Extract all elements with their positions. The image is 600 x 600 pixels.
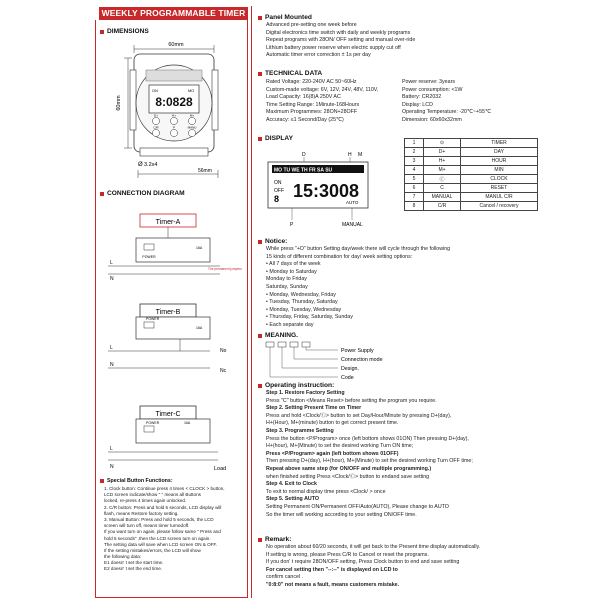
notice-text: [266, 246, 450, 330]
table-cell: DAY: [461, 148, 538, 157]
svg-text:16A: 16A: [184, 421, 191, 425]
table-cell: D+: [424, 148, 461, 157]
meaning-diagram: [262, 340, 432, 382]
text-line: • Monday, Wednesday, Friday: [266, 291, 336, 298]
bullet-square-icon: [258, 72, 262, 76]
text-line: No operation about 60/20 seconds, it will get back to the Present time display automatically.: [266, 544, 481, 550]
page-title: WEEKLY PROGRAMMABLE TIMER: [99, 7, 248, 20]
table-cell: MANUAL: [424, 193, 461, 202]
text-line: If setting is wrong, please Press C/R to Cancel or reset the programs.: [266, 551, 429, 558]
text-line: Press the button <P/Program> once (left bottom shows 01ON) Then pressing D+(day),: [266, 435, 469, 442]
svg-text:L: L: [110, 345, 113, 351]
svg-text:N: N: [110, 362, 114, 368]
text-line: If you want turn on again, please follow same " Press and: [104, 529, 221, 535]
display-drawing: [262, 142, 402, 232]
panel-features-text: [266, 22, 415, 60]
table-cell: C: [424, 184, 461, 193]
device-button: [152, 129, 159, 136]
text-line: • Monday, Tuesday, Wednesday: [266, 306, 342, 313]
table-cell: TIMER: [461, 139, 538, 148]
bullet-square-icon: [100, 30, 104, 34]
special-heading: Special Button Functions:: [100, 478, 173, 484]
device-button-label: M+: [189, 113, 195, 118]
svg-text:Load: Load: [214, 466, 227, 472]
table-row: [405, 193, 538, 202]
device-button: [170, 117, 177, 124]
text-line: Dimension: 60x60x32mm: [402, 116, 462, 123]
table-cell: 6: [405, 184, 424, 193]
text-line: E2 doesn' t set the end time.: [104, 566, 163, 572]
text-line: Step 1. Restore Factory Setting: [266, 390, 345, 396]
bullet-square-icon: [258, 16, 262, 20]
timer-a-title: Timer-A: [155, 219, 181, 226]
text-line: For cancel setting then "--:--" is displayed on LCD to: [266, 566, 398, 573]
technical-col1: [266, 79, 378, 125]
display-key-table: [404, 138, 538, 211]
text-line: While press "+D" button Setting day/week there will cycle through the following: [266, 246, 451, 252]
text-line: • Each separate day: [266, 321, 314, 328]
svg-text:L: L: [110, 260, 113, 266]
svg-text:Connection mode: Connection mode: [341, 357, 383, 363]
table-row: [405, 175, 538, 184]
text-line: flash, means Restore factory setting.: [104, 510, 179, 516]
svg-text:16A: 16A: [196, 246, 203, 250]
bullet-square-icon: [258, 384, 262, 388]
table-cell: M+: [424, 166, 461, 175]
timer-b-title: Timer-B: [155, 309, 181, 316]
svg-text:ON: ON: [274, 180, 282, 186]
table-cell: HOUR: [461, 157, 538, 166]
text-line: Display: LCD: [402, 101, 433, 108]
text-line: So the timer will working according to your setting ON/OFF time.: [266, 511, 417, 518]
text-line: Battery: CR2032: [402, 94, 442, 101]
text-line: Step 4. Exit to Clock: [266, 481, 317, 488]
text-line: 15 kinds of different combination for day/ week setting options:: [266, 253, 413, 260]
timer-a-diagram: [100, 200, 246, 280]
table-cell: MIN: [461, 166, 538, 175]
table-cell: 4: [405, 166, 424, 175]
text-line: Custom-made voltage: 6V, 12V, 24V, 48V, 110V,: [266, 86, 379, 93]
table-row: [405, 166, 538, 175]
table-cell: 1: [405, 139, 424, 148]
display-lcd-time: 15:3008: [292, 181, 360, 201]
remark-heading: Remark:: [258, 536, 291, 543]
text-line: • Tuesday, Thursday, Saturday: [266, 299, 338, 306]
text-line: Step 3. Programme Setting: [266, 427, 334, 434]
svg-text:POWER: POWER: [146, 317, 160, 321]
bottom-width-label: 56mm: [198, 168, 212, 174]
special-functions-text: [104, 486, 225, 573]
svg-text:OFF: OFF: [274, 188, 284, 194]
technical-col2: [402, 79, 491, 125]
bullet-square-icon: [100, 479, 104, 483]
text-line: Repeat programs with 28ON/ OFF setting and manual over-ride: [266, 37, 416, 44]
column-divider: [251, 6, 252, 598]
text-line: Digital electronics time switch with daily and weekly programs: [266, 29, 411, 36]
text-line: Rated Voltage: 220-240V AC 50~60Hz: [266, 79, 357, 85]
text-line: hold 5 seconds" ,then the LCD screen turn on again.: [104, 535, 211, 541]
table-cell: MANUL C/R: [461, 193, 538, 202]
lcd-time: 8:0828: [155, 95, 193, 109]
width-label: 60mm: [168, 42, 184, 48]
text-line: confirm cancel .: [266, 574, 304, 581]
table-row: [405, 139, 538, 148]
bullet-square-icon: [100, 192, 104, 196]
device-button: [188, 117, 195, 124]
table-row: [405, 202, 538, 211]
text-line: To exit to normal display time press <Clock/ > once: [266, 488, 386, 495]
table-cell: 5: [405, 175, 424, 184]
text-line: Load Capacity: 16(8)A 250V AC: [266, 94, 341, 101]
text-line: Power reserve: 3years: [402, 79, 455, 85]
svg-text:MANUAL: MANUAL: [342, 222, 363, 228]
table-cell: 3: [405, 157, 424, 166]
text-line: the following data:: [104, 554, 142, 560]
text-line: Power consumption: <1W: [402, 86, 463, 93]
display-heading: DISPLAY: [258, 135, 293, 142]
device-button: [170, 129, 177, 136]
timer-c-title: Timer-C: [155, 411, 181, 418]
dimensions-drawing: [100, 36, 246, 186]
panel-heading: Panel Mounted: [258, 14, 312, 21]
table-row: [405, 157, 538, 166]
table-cell: Cancel / recovery: [461, 202, 538, 211]
text-line: Automatic timer error correction ± 1s per day: [266, 52, 371, 59]
text-line: • Thursday, Friday, Saturday, Sunday: [266, 314, 353, 321]
svg-text:POWER: POWER: [142, 255, 156, 259]
height-label: 60mm: [116, 95, 122, 111]
text-line: Saturday, Sunday: [266, 283, 308, 290]
svg-text:POWER: POWER: [146, 421, 160, 425]
svg-text:8: 8: [274, 194, 280, 204]
remark-text: [266, 544, 480, 590]
table-cell: Ⓒ: [424, 175, 461, 184]
device-button-label: H+: [172, 113, 176, 118]
svg-text:AUTO: AUTO: [346, 200, 359, 205]
bullet-square-icon: [258, 538, 262, 542]
text-line: E1 doesn' t set the start time.: [104, 560, 164, 566]
table-cell: H+: [424, 157, 461, 166]
text-line: when finished setting Press <Clock/Ⓒ> button to endand save setting: [266, 473, 430, 480]
dimensions-heading: DIMENSIONS: [100, 28, 149, 35]
text-line: Monday to Friday: [266, 276, 307, 283]
operating-text: [266, 390, 473, 519]
text-line: "0:8:0" not means a fault, means customers mistake.: [266, 581, 400, 588]
svg-text:No: No: [220, 348, 227, 354]
jumper-note: The permanent jumpers: [208, 267, 242, 271]
svg-text:Design.: Design.: [341, 366, 359, 372]
bullet-square-icon: [258, 240, 262, 244]
text-line: H+(hour), M+(Minute) to set the desired working Turn ON time;: [266, 443, 414, 450]
svg-text:Nc: Nc: [220, 368, 227, 374]
text-line: If you don' t require 28ON/OFF setting, Press Clock button to end and save setting: [266, 559, 460, 566]
text-line: Setting Permanent ON/Permanent OFF/Auto(AUTO), Please change to AUTO: [266, 503, 449, 510]
text-line: LCD screen indicate/show " " means all Buttons: [104, 492, 201, 498]
svg-text:H: H: [348, 152, 352, 158]
text-line: Maximum Programmes: 28ON+28OFF: [266, 109, 358, 116]
lcd-day: MO: [188, 89, 195, 93]
text-line: screen will turn off, means timer turnedoff.: [104, 523, 190, 529]
text-line: H+(Hour), M+(minute) button to get correct present time.: [266, 420, 399, 427]
svg-text:P: P: [290, 222, 294, 228]
device-button-label: D+: [154, 113, 158, 118]
text-line: Press <P/Program> again (left bottom shows 01OFF): [266, 450, 399, 457]
text-line: 3. Manual Button: Press and hold 5 seconds, the LCD: [104, 516, 214, 522]
text-line: The setting data will save when LCD screen ON & OFF.: [104, 541, 218, 547]
svg-text:N: N: [110, 276, 114, 280]
table-cell: 7: [405, 193, 424, 202]
device-button-label: C/R: [153, 125, 159, 130]
table-cell: 8: [405, 202, 424, 211]
table-row: [405, 148, 538, 157]
table-row: [405, 184, 538, 193]
device-button-label: P: [172, 125, 176, 130]
svg-text:Power Supply: Power Supply: [341, 348, 374, 354]
connection-heading: CONNECTION DIAGRAM: [100, 190, 185, 197]
svg-text:16A: 16A: [196, 326, 203, 330]
text-line: Then pressing D+(day), H+(hour), M+(Minute) to set the desired working Turn OFF time;: [266, 458, 473, 465]
table-cell: CLOCK: [461, 175, 538, 184]
text-line: 1. Clock button: Continue press 4 times < CLOCK > button,: [104, 486, 225, 491]
table-cell: RESET: [461, 184, 538, 193]
meaning-heading: MEANING.: [258, 332, 298, 339]
technical-heading: TECHNICAL DATA: [258, 70, 322, 77]
text-line: Time Setting Range: 1Minute-168Hours: [266, 101, 360, 108]
operating-heading: Operating instruction:: [258, 382, 334, 389]
text-line: Step 2. Setting Present Time on Timer: [266, 405, 362, 412]
table-cell: 2: [405, 148, 424, 157]
svg-text:Code: Code: [341, 375, 354, 381]
svg-text:D: D: [302, 152, 306, 158]
timer-c-diagram: [100, 400, 246, 472]
text-line: Press and hold <Clock/Ⓒ> button to set Day/Hour/Minute by pressing D+(day),: [266, 412, 452, 419]
lcd-mark: ON: [152, 89, 158, 93]
table-cell: C/R: [424, 202, 461, 211]
device-button: [188, 129, 195, 136]
text-line: If the setting mistakes/errors, the LCD will show: [104, 547, 201, 553]
table-cell: ⊙: [424, 139, 461, 148]
text-line: locked, re-press 4 times again unlocked.: [104, 498, 187, 504]
text-line: Operating Temperature: -20℃~+55℃: [402, 109, 491, 116]
svg-text:N: N: [110, 464, 114, 470]
svg-text:L: L: [110, 446, 113, 452]
text-line: Press "C" button <Means Reset> before setting the program you require.: [266, 397, 437, 404]
text-line: Accuracy: ≤1 Second/Day (25℃): [266, 116, 344, 123]
timer-b-diagram: [100, 296, 246, 386]
svg-text:M: M: [358, 152, 363, 158]
text-line: Step 5. Setting AUTO: [266, 496, 319, 503]
device-button-label: MANU: [187, 125, 197, 130]
text-line: Advanced pre-setting one week before: [266, 22, 357, 28]
text-line: Lithium battery power reserve when electric supply cut off: [266, 44, 401, 51]
text-line: • Monday to Saturday: [266, 268, 317, 275]
text-line: 2. C/R button: Press and hold 5 seconds, LCD display will: [104, 504, 222, 510]
lcd-days: MO TU WE TH FR SA SU: [274, 167, 333, 174]
bullet-square-icon: [258, 137, 262, 141]
text-line: Repeat above same step (for ON/OFF and multiple programming.): [266, 465, 432, 472]
text-line: • All 7 days of the week: [266, 261, 321, 268]
hole-label: 3.2x4: [144, 162, 158, 168]
diameter-icon: Ø: [138, 162, 143, 168]
device-button: [152, 117, 159, 124]
notice-heading: Notice:: [258, 238, 287, 245]
bullet-square-icon: [258, 334, 262, 338]
